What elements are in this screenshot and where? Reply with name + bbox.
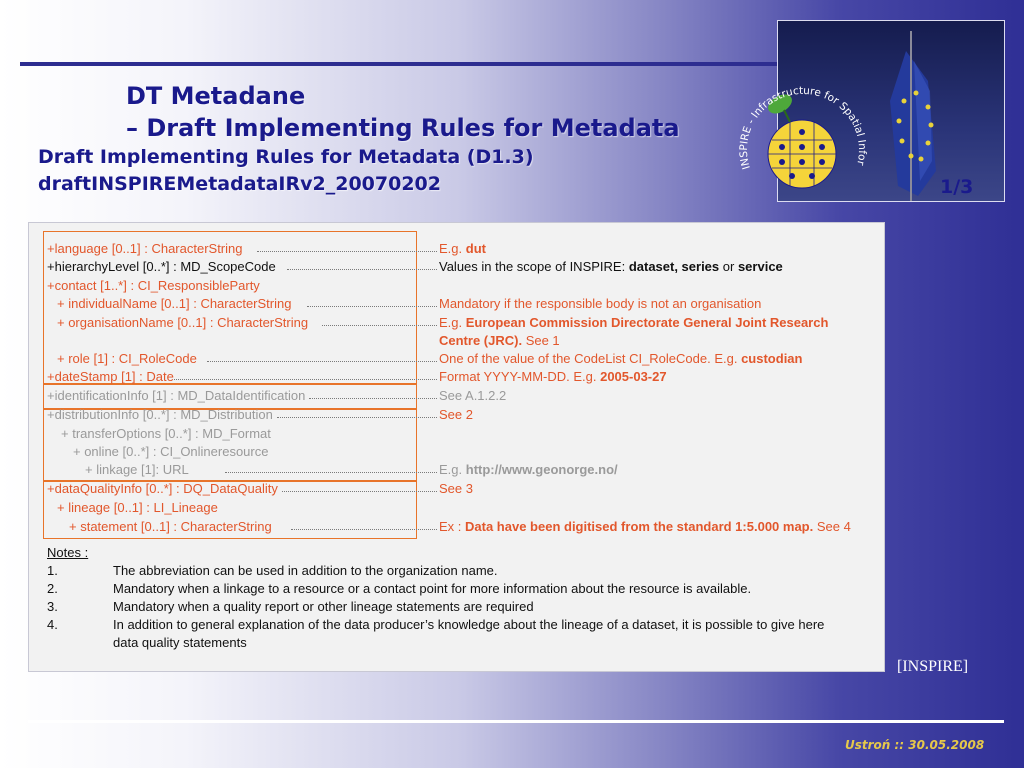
description-text: One of the value of the CodeList CI_RoleCode. E.g. (439, 351, 742, 366)
element-name: + role [1] : CI_RoleCode (57, 351, 197, 366)
note-text: Mandatory when a quality report or other lineage statements are required (113, 599, 534, 614)
element-name: + statement [0..1] : CharacterString (69, 519, 272, 534)
description-emphasis: custodian (741, 351, 803, 366)
element-name: +dateStamp [1] : Date (47, 369, 174, 384)
element-name: + online [0..*] : CI_Onlineresource (73, 444, 269, 459)
description-emphasis: dut (465, 241, 486, 256)
note-text: data quality statements (113, 635, 247, 650)
element-description (439, 519, 851, 534)
notes-section (47, 545, 825, 650)
description-text: or (719, 259, 738, 274)
element-name: +distributionInfo [0..*] : MD_Distribution (47, 407, 273, 422)
leader-dots (174, 369, 437, 380)
element-description (439, 369, 667, 384)
note-text: The abbreviation can be used in addition to the organization name. (113, 563, 498, 578)
description-text: Ex : (439, 519, 466, 534)
description-emphasis: 2005-03-27 (600, 369, 667, 384)
description-text: E.g. (439, 462, 466, 477)
note-number: 3. (47, 599, 58, 614)
leader-dots (277, 407, 437, 418)
bottom-rule (28, 720, 1004, 723)
element-description (439, 315, 828, 330)
element-description (439, 462, 618, 477)
leader-dots (287, 259, 437, 270)
element-description (439, 296, 761, 311)
description-text: See 3 (439, 481, 473, 496)
description-emphasis: http://www.geonorge.no/ (465, 462, 618, 477)
element-name: + linkage [1]: URL (85, 462, 189, 477)
leader-dots (291, 519, 437, 530)
description-text: See A.1.2.2 (439, 388, 507, 403)
note-number: 1. (47, 563, 58, 578)
document-filename: draftINSPIREMetadataIRv2_20070202 (38, 173, 441, 195)
element-description (439, 351, 802, 366)
element-description (439, 481, 473, 496)
footer-location-date: Ustroń :: 30.05.2008 (845, 738, 985, 752)
element-description (439, 241, 486, 256)
description-emphasis: European Commission Directorate General Joint Research (465, 315, 829, 330)
document-subtitle: Draft Implementing Rules for Metadata (D1.3) (38, 146, 534, 168)
description-text: E.g. (439, 315, 466, 330)
element-name: + organisationName [0..1] : CharacterString (57, 315, 309, 330)
leader-dots (207, 351, 437, 362)
source-reference: [INSPIRE] (897, 658, 969, 675)
element-description (439, 259, 783, 274)
description-emphasis: Centre (JRC). (439, 333, 523, 348)
note-text: In addition to general explanation of the data producer’s knowledge about the lineage of a dataset, it is possible to give here (113, 617, 825, 632)
metadata-table-figure (28, 222, 885, 672)
top-rule (20, 62, 778, 66)
leader-dots (225, 462, 437, 473)
description-emphasis: dataset, series (628, 259, 720, 274)
page-title: DT Metadane (126, 82, 306, 110)
element-description (439, 388, 506, 403)
description-text: See 1 (522, 333, 560, 348)
element-name: + transferOptions [0..*] : MD_Format (61, 426, 271, 441)
note-number: 4. (47, 617, 58, 632)
page-number: 1/3 (940, 176, 974, 198)
description-emphasis: Data have been digitised from the standard 1:5.000 map. (465, 519, 814, 534)
page-title-line2: – Draft Implementing Rules for Metadata (126, 114, 680, 142)
description-text: Mandatory if the responsible body is not an organisation (439, 296, 762, 311)
description-text: See 2 (439, 407, 473, 422)
element-name: +hierarchyLevel [0..*] : MD_ScopeCode (47, 259, 276, 274)
logo-arc-text: INSPIRE - Infrastructure for Spatial Infor (737, 84, 869, 171)
leader-dots (309, 388, 437, 399)
element-description (439, 333, 560, 348)
element-name: +contact [1..*] : CI_ResponsibleParty (47, 278, 260, 293)
leader-dots (307, 296, 437, 307)
leader-dots (257, 241, 437, 252)
element-name: + lineage [0..1] : LI_Lineage (57, 500, 218, 515)
description-text: Format YYYY-MM-DD. E.g. (439, 369, 601, 384)
inspire-logo (728, 78, 876, 214)
leader-dots (322, 315, 437, 326)
element-name: +identificationInfo [1] : MD_DataIdentification (47, 388, 306, 403)
notes-title: Notes : (47, 545, 89, 560)
description-text: E.g. (439, 241, 466, 256)
description-text: See 4 (813, 519, 851, 534)
description-emphasis: service (737, 259, 783, 274)
note-number: 2. (47, 581, 58, 596)
note-text: Mandatory when a linkage to a resource or a contact point for more information about the resource is available. (113, 581, 752, 596)
element-name: +dataQualityInfo [0..*] : DQ_DataQuality (47, 481, 278, 496)
leader-dots (282, 481, 437, 492)
element-name: +language [0..1] : CharacterString (47, 241, 243, 256)
element-description (439, 407, 473, 422)
element-name: + individualName [0..1] : CharacterString (57, 296, 292, 311)
description-text: Values in the scope of INSPIRE: (439, 259, 629, 274)
